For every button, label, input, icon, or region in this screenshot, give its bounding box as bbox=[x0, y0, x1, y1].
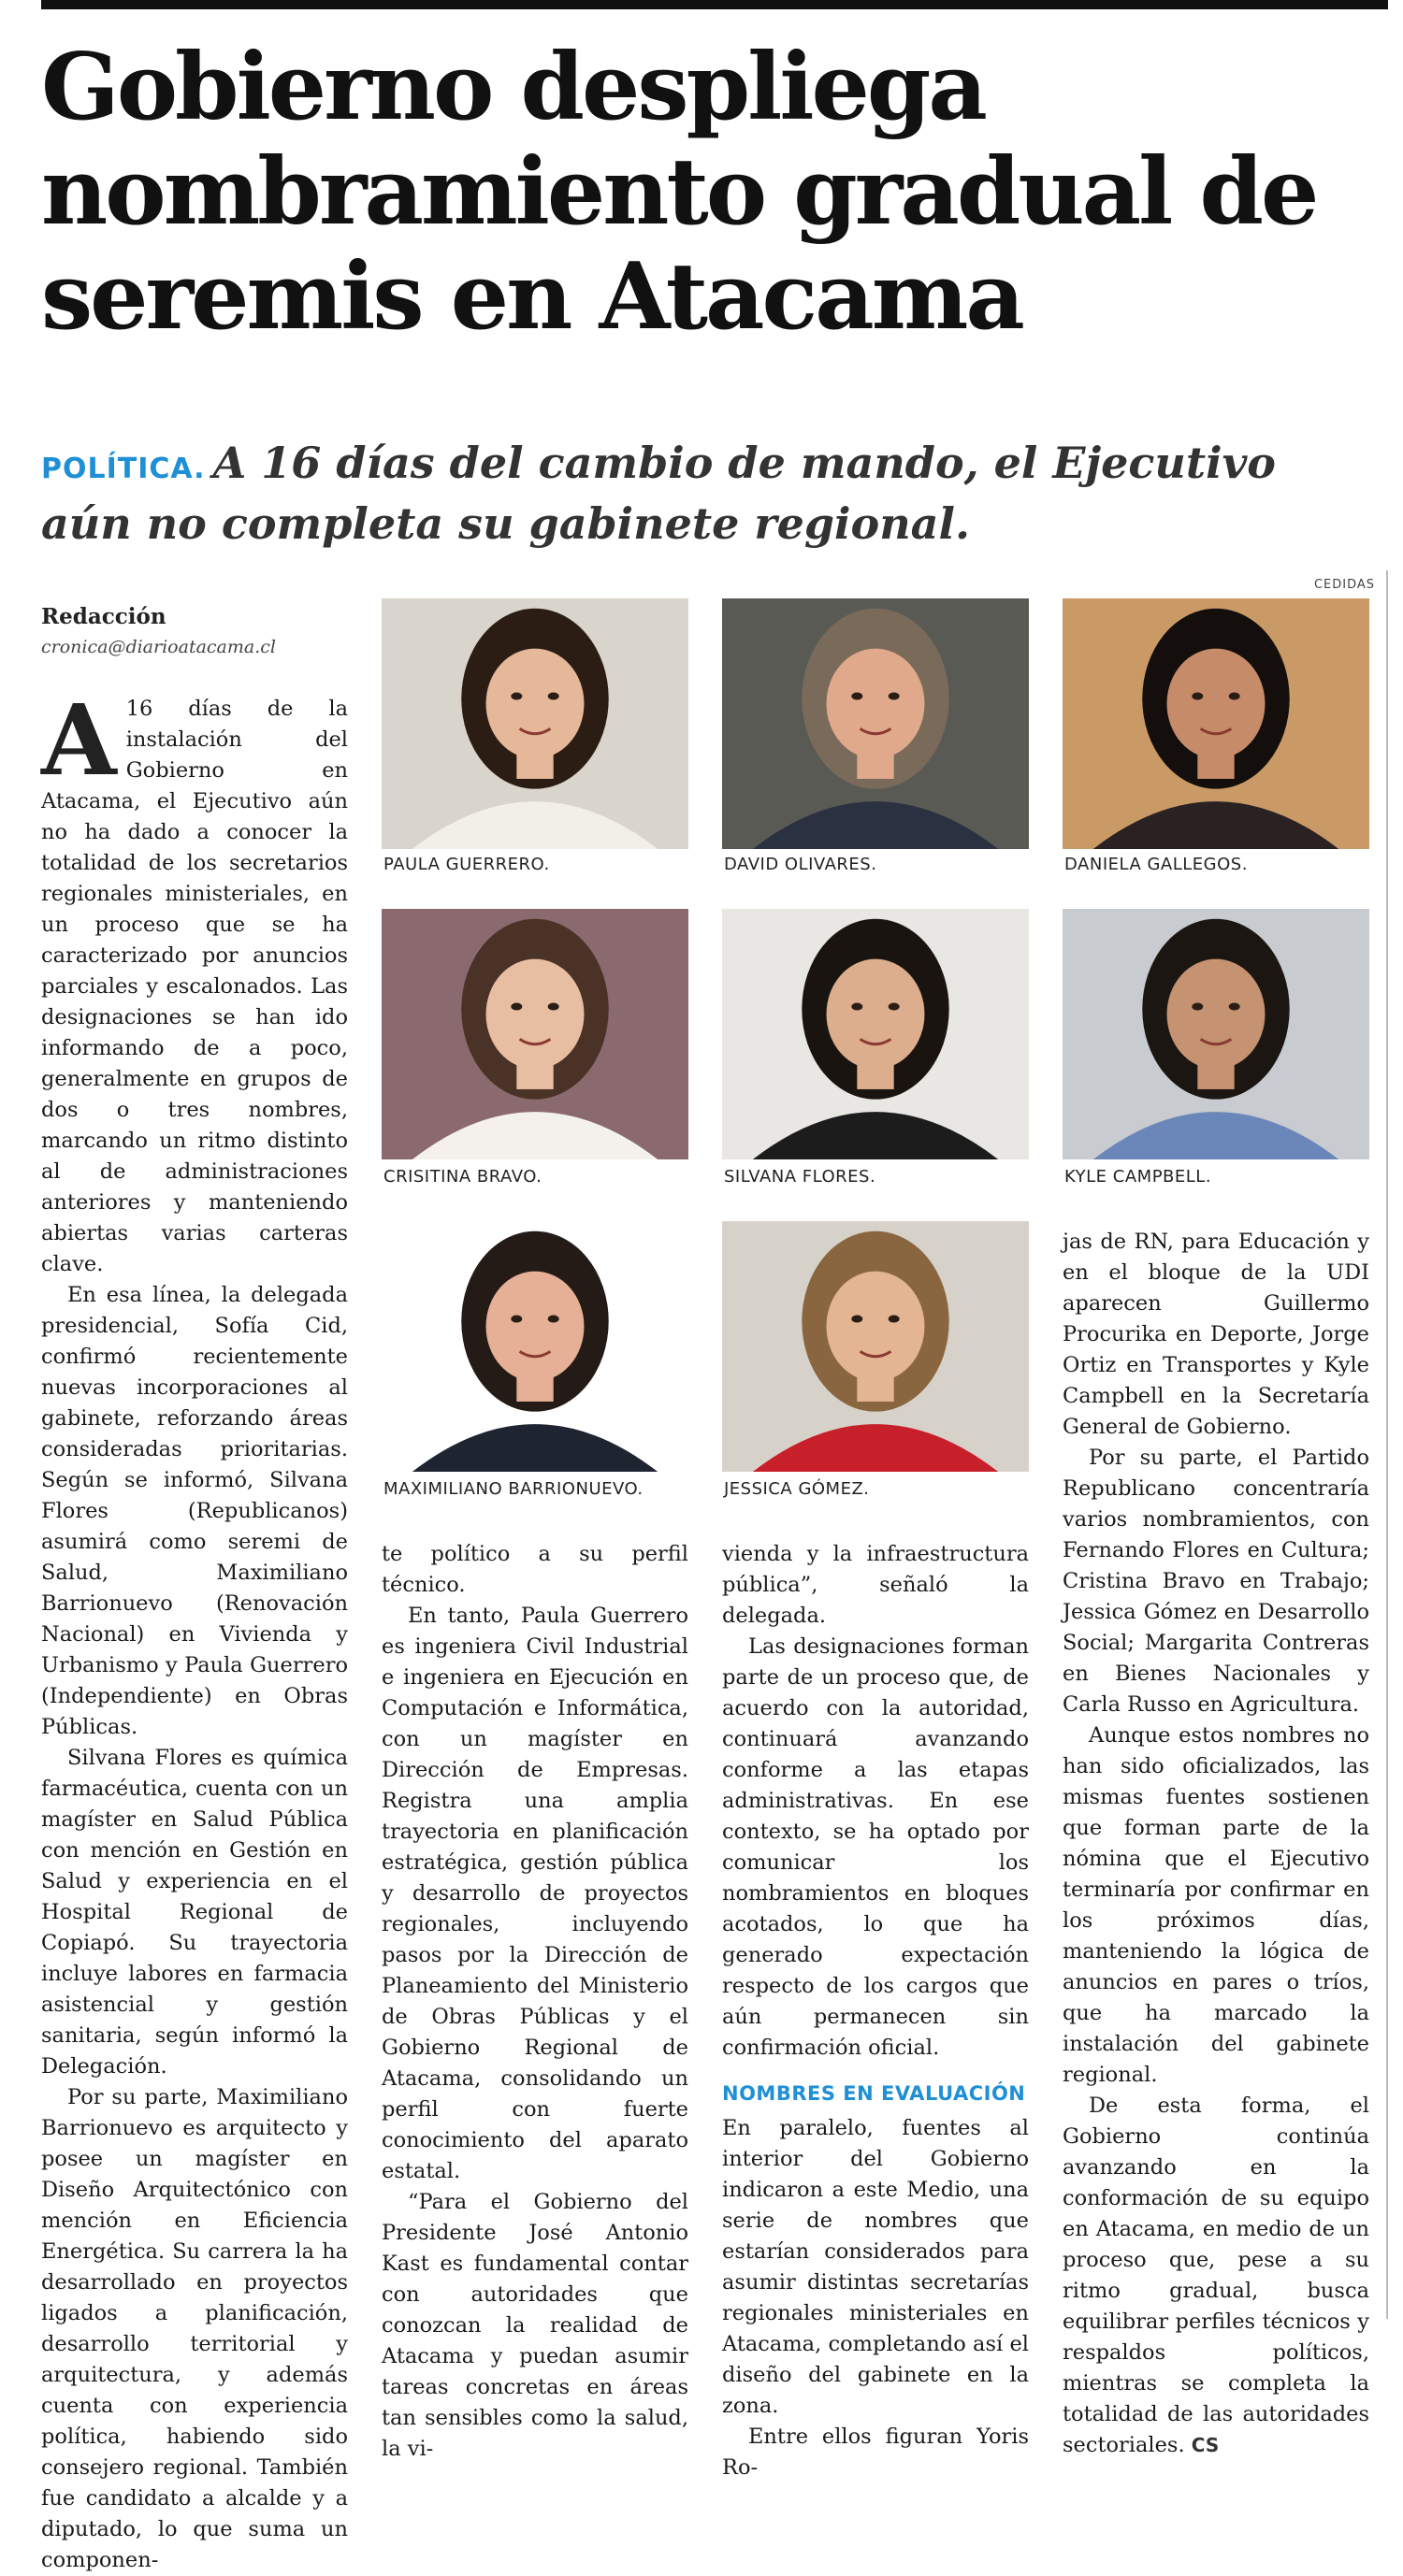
portrait-graphic bbox=[722, 909, 1029, 1159]
portrait-graphic bbox=[1063, 909, 1369, 1159]
col1-paragraph-3: Silvana Flores es química farmacéutica, cuenta con un magíster en Salud Pública con mención en Gestión en Salud y experiencia en el Hospital Regional de Copiapó. Su trayectoria incluye labores en farmacia asistencial y gestión sanitaria, según informó la Delegación. bbox=[41, 1746, 348, 2079]
col4-paragraph-3: Aunque estos nombres no han sido oficializados, las mismas fuentes sostienen que forman parte de la nómina que el Ejecutivo terminaría por confirmar en los próximos días, manteniendo la lógica de anuncios en pares o tríos, que ha marcado la instalación del gabinete regional. bbox=[1063, 1723, 1369, 2087]
top-rule bbox=[41, 0, 1388, 9]
col2-paragraph-3: “Para el Gobierno del Presidente José Antonio Kast es fundamental contar con autoridades que conozcan la realidad de Atacama y puedan asumir tareas concretas en áreas tan sensibles como la salud, la vi- bbox=[382, 2190, 688, 2461]
portrait-graphic bbox=[722, 1221, 1029, 1472]
col3-paragraph-1: vienda y la infraestructura pública”, señaló la delegada. bbox=[722, 1542, 1029, 1628]
col4-paragraph-1: jas de RN, para Educación y en el bloque de la UDI aparecen Guillermo Procurika en Deporte, Jorge Ortiz en Transportes y Kyle Campbell en la Secretaría General de Gobierno. bbox=[1063, 1230, 1369, 1439]
caption-cristina-bravo: CRISITINA BRAVO. bbox=[383, 1167, 542, 1187]
byline-author: Redacción bbox=[41, 604, 166, 629]
photo-paula-guerrero bbox=[382, 598, 688, 849]
portrait-graphic bbox=[722, 598, 1029, 849]
photo-jessica-gomez bbox=[722, 1221, 1029, 1472]
end-mark-icon: CS bbox=[1191, 2434, 1220, 2456]
headline: Gobierno despliega nombramiento gradual de seremis en Atacama bbox=[41, 34, 1317, 351]
col4-paragraph-4: De esta forma, el Gobierno continúa avanzando en la conformación de su equipo en Atacama, en medio de un proceso que, pese a su ritmo gradual, busca equilibrar perfiles técnicos y respaldos políticos, mientras se completa la totalidad de las autoridades sectoriales. CS bbox=[1063, 2094, 1369, 2457]
photo-maximiliano-barrionuevo bbox=[382, 1221, 688, 1472]
col3-paragraph-4: Entre ellos figuran Yoris Ro- bbox=[722, 2425, 1029, 2480]
caption-kyle-campbell: KYLE CAMPBELL. bbox=[1064, 1167, 1212, 1187]
col4-paragraph-2: Por su parte, el Partido Republicano concentraría varios nombramientos, con Fernando Flores en Cultura; Cristina Bravo en Trabajo; Jessica Gómez en Desarrollo Social; Margarita Contreras en Bienes Nacionales y Carla Russo en Agricultura. bbox=[1063, 1446, 1369, 1717]
deck-text: A 16 días del cambio de mando, el Ejecutivo aún no completa su gabinete regional. bbox=[41, 438, 1276, 549]
col2-paragraph-2: En tanto, Paula Guerrero es ingeniera Civil Industrial e ingeniera en Ejecución en Computación e Informática, con un magíster en Dirección de Empresas. Registra una amplia trayectoria en planificación estratégica, gestión pública y desarrollo de proyectos regionales, incluyendo pasos por la Dirección de Planeamiento del Ministerio de Obras Públicas y el Gobierno Regional de Atacama, consolidando un perfil con fuerte conocimiento del aparato estatal. bbox=[382, 1604, 688, 2183]
caption-silvana-flores: SILVANA FLORES. bbox=[724, 1167, 876, 1187]
section-kicker: POLÍTICA. bbox=[41, 453, 206, 485]
photo-silvana-flores bbox=[722, 909, 1029, 1159]
photo-credit: CEDIDAS bbox=[1313, 578, 1375, 592]
photo-daniela-gallegos bbox=[1063, 598, 1369, 849]
portrait-graphic bbox=[382, 598, 688, 849]
body-column-4 bbox=[1063, 1227, 1369, 2461]
subhead-nombres-en-evaluacion: NOMBRES EN EVALUACIÓN bbox=[722, 2082, 1026, 2105]
caption-jessica-gomez: JESSICA GÓMEZ. bbox=[724, 1479, 870, 1499]
col2-paragraph-1: te político a su perfil técnico. bbox=[382, 1542, 688, 1597]
body-column-3 bbox=[722, 1539, 1029, 2483]
caption-maximiliano-barrionuevo: MAXIMILIANO BARRIONUEVO. bbox=[383, 1479, 644, 1499]
portrait-graphic bbox=[382, 1221, 688, 1472]
byline bbox=[41, 604, 359, 657]
dropcap: A bbox=[41, 683, 117, 798]
caption-david-olivares: DAVID OLIVARES. bbox=[724, 855, 877, 874]
portrait-graphic bbox=[382, 909, 688, 1159]
body-column-2 bbox=[382, 1539, 688, 2465]
photo-cristina-bravo bbox=[382, 909, 688, 1159]
col3-paragraph-2: Las designaciones forman parte de un proceso que, de acuerdo con la autoridad, continuará avanzando conforme a las etapas administrativas. En ese contexto, se ha optado por comunicar los nombramientos en bloques acotados, lo que ha generado expectación respecto de los cargos que aún permanecen sin confirmación oficial. bbox=[722, 1634, 1029, 2060]
portrait-graphic bbox=[1063, 598, 1369, 849]
photo-david-olivares bbox=[722, 598, 1029, 849]
caption-daniela-gallegos: DANIELA GALLEGOS. bbox=[1064, 855, 1248, 874]
col1-paragraph-2: En esa línea, la delegada presidencial, Sofía Cid, confirmó recientemente nuevas incorporaciones al gabinete, reforzando áreas consideradas prioritarias. Según se informó, Silvana Flores (Republicanos) asumirá como seremi de Salud, Maximiliano Barrionuevo (Renovación Nacional) en Vivienda y Urbanismo y Paula Guerrero (Independiente) en Obras Públicas. bbox=[41, 1283, 348, 1739]
byline-email[interactable]: cronica@diarioatacama.cl bbox=[41, 637, 276, 657]
deck bbox=[41, 436, 1379, 551]
right-edge-rule bbox=[1386, 570, 1388, 2319]
caption-paula-guerrero: PAULA GUERRERO. bbox=[383, 855, 550, 874]
col3-paragraph-3: En paralelo, fuentes al interior del Gobierno indicaron a este Medio, una serie de nombres que estarían considerados para asumir distintas secretarías regionales ministeriales en Atacama, completando así el diseño del gabinete en la zona. bbox=[722, 2116, 1029, 2418]
photo-kyle-campbell bbox=[1063, 909, 1369, 1159]
col1-paragraph-4: Por su parte, Maximiliano Barrionuevo es arquitecto y posee un magíster en Diseño Arquitectónico con mención en Eficiencia Energética. Su carrera la ha desarrollado en proyectos ligados a planificación, desarrollo territorial y arquitectura, y además cuenta con experiencia política, habiendo sido consejero regional. También fue candidato a alcalde y a diputado, lo que suma un componen- bbox=[41, 2085, 348, 2572]
col1-paragraph-1: A 16 días de la instalación del Gobierno en Atacama, el Ejecutivo aún no ha dado a conocer la totalidad de los secretarios regionales ministeriales, en un proceso que se ha caracterizado por anuncios parciales y escalonados. Las designaciones se han ido informando de a poco, generalmente en grupos de dos o tres nombres, marcando un ritmo distinto al de administraciones anteriores y manteniendo abiertas varias carteras clave. bbox=[41, 683, 348, 1276]
body-column-1 bbox=[41, 683, 348, 2576]
